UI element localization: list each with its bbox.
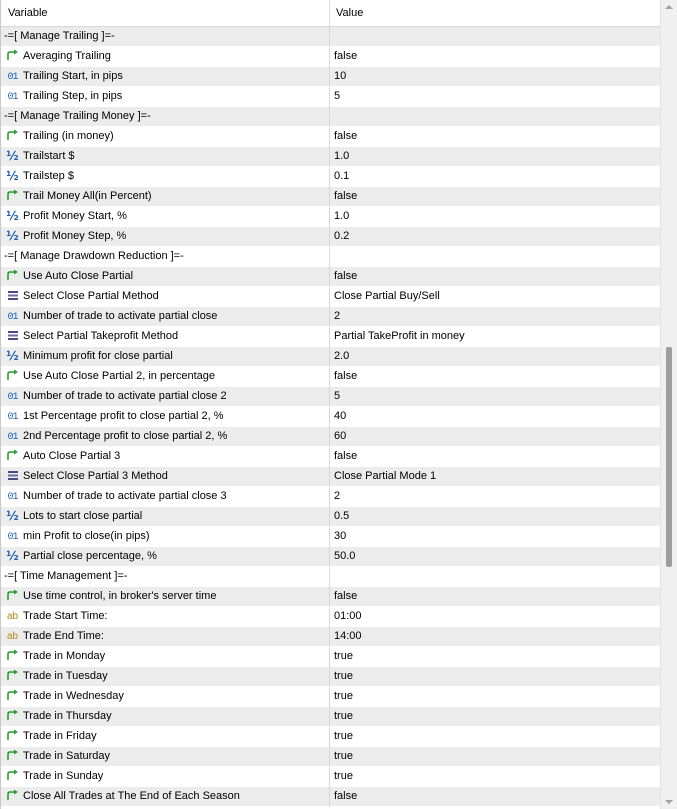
variable-cell (1, 627, 330, 647)
value-cell[interactable]: Close Partial Buy/Sell (334, 290, 440, 302)
variable-cell (1, 387, 330, 407)
string-ab-icon: ab (6, 631, 19, 642)
parameter-row[interactable] (1, 287, 661, 307)
integer-01-icon: 01 (7, 392, 18, 403)
value-cell[interactable]: true (334, 730, 353, 742)
fraction-half-icon: ½ (6, 349, 19, 363)
parameter-row[interactable] (1, 627, 661, 647)
parameter-row[interactable] (1, 607, 661, 627)
parameter-row[interactable] (1, 387, 661, 407)
variable-name: Trade in Sunday (23, 770, 104, 782)
parameter-row[interactable] (1, 327, 661, 347)
value-cell[interactable]: 50.0 (334, 550, 356, 562)
variable-name: Trade in Thursday (23, 710, 112, 722)
value-cell[interactable]: 30 (334, 530, 347, 542)
variable-name: Trailstep $ (23, 170, 74, 182)
string-ab-icon: ab (6, 611, 19, 622)
variable-cell (1, 427, 330, 447)
bool-arrow-icon (5, 267, 20, 286)
integer-01-icon: 01 (7, 492, 18, 503)
parameter-row[interactable] (1, 207, 661, 227)
parameter-row[interactable] (1, 167, 661, 187)
parameter-rows (1, 27, 661, 807)
variable-name: Select Partial Takeprofit Method (23, 330, 179, 342)
variable-cell (1, 547, 330, 567)
variable-name: Number of trade to activate partial close 2 (23, 390, 227, 402)
variable-name: Profit Money Step, % (23, 230, 127, 242)
variable-cell (1, 587, 330, 607)
parameter-row[interactable] (1, 147, 661, 167)
parameter-row[interactable] (1, 487, 661, 507)
variable-name: min Profit to close(in pips) (23, 530, 150, 542)
value-cell[interactable]: 2 (334, 490, 341, 502)
column-header-variable[interactable]: Variable (1, 0, 330, 27)
variable-name: Close All Trades at The End of Each Season (23, 790, 240, 802)
fraction-half-icon: ½ (6, 229, 19, 243)
value-cell[interactable]: 0.2 (334, 230, 350, 242)
value-cell[interactable]: 10 (334, 70, 347, 82)
value-cell[interactable]: 14:00 (334, 630, 362, 642)
bool-arrow-icon (5, 707, 20, 726)
parameter-row[interactable] (1, 47, 661, 67)
bool-arrow-icon (5, 647, 20, 666)
parameter-row[interactable] (1, 707, 661, 727)
bool-arrow-icon (5, 127, 20, 146)
variable-name: Use time control, in broker's server time (23, 590, 217, 602)
value-cell (330, 247, 661, 267)
bool-arrow-icon (5, 587, 20, 606)
fraction-half-icon: ½ (6, 149, 19, 163)
value-cell (330, 27, 661, 47)
variable-name: Trailing (in money) (23, 130, 114, 142)
enum-list-icon (5, 327, 20, 346)
bool-arrow-icon (5, 747, 20, 766)
bool-arrow-icon (5, 447, 20, 466)
value-cell[interactable]: false (334, 130, 358, 142)
variable-name: -=[ Manage Trailing ]=- (4, 30, 115, 42)
variable-cell (1, 787, 330, 807)
value-cell[interactable]: 2 (334, 310, 341, 322)
variable-name: Profit Money Start, % (23, 210, 127, 222)
parameter-row[interactable] (1, 67, 661, 87)
parameter-row[interactable] (1, 667, 661, 687)
value-cell[interactable]: false (334, 370, 358, 382)
variable-name: Use Auto Close Partial (23, 270, 134, 282)
parameter-row[interactable] (1, 347, 661, 367)
parameter-row[interactable] (1, 427, 661, 447)
enum-list-icon (5, 467, 20, 486)
value-cell[interactable]: false (334, 270, 358, 282)
variable-name: Lots to start close partial (23, 510, 143, 522)
variable-name: -=[ Time Management ]=- (4, 570, 128, 582)
variable-cell (1, 227, 330, 247)
integer-01-icon: 01 (7, 72, 18, 83)
value-cell[interactable]: false (334, 450, 358, 462)
variable-cell (1, 347, 330, 367)
variable-cell (1, 327, 330, 347)
variable-cell (1, 247, 330, 267)
variable-name: Trail Money All(in Percent) (23, 190, 152, 202)
value-cell[interactable]: 40 (334, 410, 347, 422)
variable-name: Trailstart $ (23, 150, 75, 162)
parameter-row[interactable] (1, 507, 661, 527)
variable-cell (1, 367, 330, 387)
integer-01-icon: 01 (7, 432, 18, 443)
variable-name: Number of trade to activate partial close (23, 310, 218, 322)
bool-arrow-icon (5, 667, 20, 686)
variable-cell (1, 187, 330, 207)
variable-cell (1, 107, 330, 127)
variable-name: Number of trade to activate partial close 3 (23, 490, 227, 502)
value-cell[interactable]: false (334, 50, 358, 62)
variable-name: Select Close Partial Method (23, 290, 159, 302)
value-cell[interactable]: 5 (334, 390, 341, 402)
value-cell[interactable]: 5 (334, 90, 341, 102)
variable-cell (1, 27, 330, 47)
bool-arrow-icon (5, 787, 20, 806)
parameter-row[interactable] (1, 467, 661, 487)
variable-cell (1, 647, 330, 667)
variable-cell (1, 287, 330, 307)
bool-arrow-icon (5, 687, 20, 706)
variable-cell (1, 307, 330, 327)
integer-01-icon: 01 (7, 532, 18, 543)
value-cell[interactable]: false (334, 590, 358, 602)
variable-cell (1, 767, 330, 787)
fraction-half-icon: ½ (6, 169, 19, 183)
variable-cell (1, 727, 330, 747)
variable-name: Trailing Step, in pips (23, 90, 123, 102)
parameter-row[interactable] (1, 527, 661, 547)
grid-header (1, 0, 661, 27)
bool-arrow-icon (5, 767, 20, 786)
variable-name: Trailing Start, in pips (23, 70, 123, 82)
value-cell[interactable]: 2.0 (334, 350, 350, 362)
parameter-row[interactable] (1, 407, 661, 427)
value-cell[interactable]: 0.1 (334, 170, 350, 182)
variable-cell (1, 87, 330, 107)
integer-01-icon: 01 (7, 412, 18, 423)
bool-arrow-icon (5, 727, 20, 746)
variable-cell (1, 747, 330, 767)
parameter-row[interactable] (1, 447, 661, 467)
variable-name: Trade in Monday (23, 650, 106, 662)
parameter-row[interactable] (1, 127, 661, 147)
variable-name: Use Auto Close Partial 2, in percentage (23, 370, 216, 382)
variable-cell (1, 447, 330, 467)
value-cell[interactable]: true (334, 770, 353, 782)
variable-name: Auto Close Partial 3 (23, 450, 121, 462)
variable-name: 2nd Percentage profit to close partial 2, % (23, 430, 228, 442)
bool-arrow-icon (5, 47, 20, 66)
variable-cell (1, 467, 330, 487)
fraction-half-icon: ½ (6, 509, 19, 523)
parameter-row[interactable] (1, 267, 661, 287)
fraction-half-icon: ½ (6, 549, 19, 563)
value-cell (330, 567, 661, 587)
value-cell[interactable]: Partial TakeProfit in money (334, 330, 465, 342)
variable-cell (1, 67, 330, 87)
value-cell[interactable]: 01:00 (334, 610, 362, 622)
section-header-row[interactable] (1, 27, 661, 47)
variable-cell (1, 667, 330, 687)
variable-cell (1, 707, 330, 727)
variable-name: Trade in Tuesday (23, 670, 108, 682)
value-cell[interactable]: Close Partial Mode 1 (334, 470, 437, 482)
variable-cell (1, 167, 330, 187)
variable-name: Trade in Saturday (23, 750, 111, 762)
variable-name: -=[ Manage Drawdown Reduction ]=- (4, 250, 184, 262)
value-cell[interactable]: true (334, 670, 353, 682)
value-cell[interactable]: true (334, 690, 353, 702)
parameter-row[interactable] (1, 787, 661, 807)
section-header-row[interactable] (1, 567, 661, 587)
value-cell[interactable]: 1.0 (334, 210, 350, 222)
variable-name: Trade Start Time: (23, 610, 108, 622)
column-header-value[interactable]: Value (336, 7, 364, 19)
section-header-row[interactable] (1, 247, 661, 267)
integer-01-icon: 01 (7, 92, 18, 103)
variable-cell (1, 47, 330, 67)
parameter-row[interactable] (1, 367, 661, 387)
bool-arrow-icon (5, 367, 20, 386)
parameter-row[interactable] (1, 87, 661, 107)
scrollbar-thumb[interactable] (666, 347, 672, 567)
variable-cell (1, 127, 330, 147)
scroll-down-icon[interactable] (665, 800, 673, 804)
value-cell[interactable]: 60 (334, 430, 347, 442)
parameter-row[interactable] (1, 227, 661, 247)
variable-cell (1, 207, 330, 227)
parameter-row[interactable] (1, 747, 661, 767)
parameter-row[interactable] (1, 647, 661, 667)
value-cell[interactable]: true (334, 650, 353, 662)
parameter-row[interactable] (1, 187, 661, 207)
parameter-row[interactable] (1, 587, 661, 607)
value-cell[interactable]: 0.5 (334, 510, 350, 522)
parameter-row[interactable] (1, 727, 661, 747)
enum-list-icon (5, 287, 20, 306)
variable-cell (1, 687, 330, 707)
variable-name: Averaging Trailing (23, 50, 111, 62)
variable-name: Minimum profit for close partial (23, 350, 173, 362)
section-header-row[interactable] (1, 107, 661, 127)
value-cell (330, 107, 661, 127)
value-cell[interactable]: false (334, 190, 358, 202)
variable-name: Trade End Time: (23, 630, 104, 642)
value-cell[interactable]: 1.0 (334, 150, 350, 162)
variable-name: Trade in Wednesday (23, 690, 124, 702)
variable-cell (1, 267, 330, 287)
variable-cell (1, 527, 330, 547)
vertical-scrollbar[interactable] (660, 0, 677, 809)
variable-cell (1, 487, 330, 507)
variable-name: -=[ Manage Trailing Money ]=- (4, 110, 151, 122)
fraction-half-icon: ½ (6, 209, 19, 223)
parameter-row[interactable] (1, 307, 661, 327)
variable-name: 1st Percentage profit to close partial 2, % (23, 410, 224, 422)
parameter-row[interactable] (1, 547, 661, 567)
value-cell[interactable]: false (334, 790, 358, 802)
scroll-up-icon[interactable] (665, 5, 673, 9)
variable-name: Select Close Partial 3 Method (23, 470, 168, 482)
parameter-row[interactable] (1, 767, 661, 787)
variable-cell (1, 607, 330, 627)
variable-cell (1, 147, 330, 167)
variable-cell (1, 507, 330, 527)
variable-cell (1, 567, 330, 587)
variable-cell (1, 407, 330, 427)
bool-arrow-icon (5, 187, 20, 206)
integer-01-icon: 01 (7, 312, 18, 323)
value-cell[interactable]: true (334, 750, 353, 762)
value-cell[interactable]: true (334, 710, 353, 722)
variable-name: Partial close percentage, % (23, 550, 157, 562)
variable-name: Trade in Friday (23, 730, 97, 742)
parameter-row[interactable] (1, 687, 661, 707)
